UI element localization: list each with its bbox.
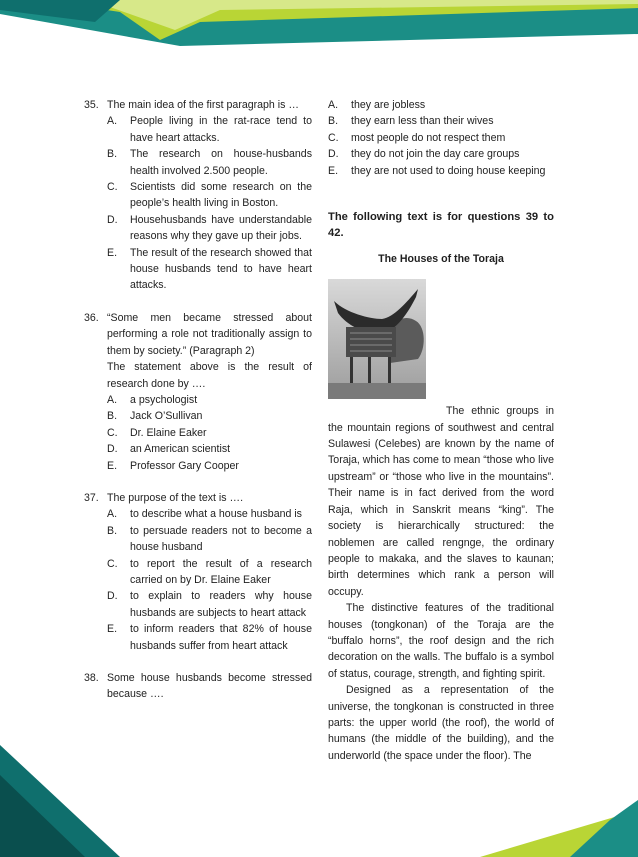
option-letter: A.	[107, 393, 118, 406]
option-b	[107, 146, 312, 179]
option-text: most people do not respect them	[351, 131, 506, 144]
option-letter: E.	[107, 623, 118, 636]
option-c	[328, 130, 554, 146]
passage-title: The Houses of the Toraja	[378, 252, 504, 265]
footer-right-decoration	[420, 800, 638, 857]
option-c	[107, 179, 312, 212]
passage-instruction: The following text is for questions 39 to 42.	[328, 211, 554, 240]
left-column	[84, 97, 312, 703]
option-text: to inform readers that 82% of house husbands suffer from heart attack	[130, 623, 312, 652]
option-text: Househusbands have understandable reasons why they gave up their jobs.	[130, 213, 312, 243]
passage-paragraph-2: The distinctive features of the traditional houses (tongkonan) of the Toraja are the “buffalo horns”, the roof design and the rich decoration on the walls. The buffalo is a symbol of status, courage, strength, and fighting spirit.	[328, 602, 554, 680]
option-letter: B.	[107, 148, 118, 161]
option-letter: A.	[107, 508, 118, 521]
option-text: Jack O’Sullivan	[130, 410, 203, 423]
option-letter: A.	[328, 99, 339, 111]
option-a	[328, 97, 554, 113]
option-b	[107, 408, 312, 424]
option-a	[107, 392, 312, 408]
question-38-options	[328, 97, 554, 179]
option-text: to describe what a house husband is	[130, 508, 302, 521]
option-text: The result of the research showed that house husbands tend to have heart attacks.	[130, 246, 312, 292]
option-letter: C.	[107, 181, 118, 194]
option-text: The research on house-husbands health involved 2.500 people.	[130, 148, 312, 177]
option-text: an American scientist	[130, 443, 231, 456]
option-letter: C.	[107, 557, 118, 570]
option-e	[107, 458, 312, 474]
option-text: to persuade readers not to become a house husband	[130, 524, 312, 554]
option-d	[107, 441, 312, 457]
passage-paragraph-1: The ethnic groups in the mountain regions of southwest and central Sulawesi (Celebes) are known by the name of Toraja, which has come to mean “those who live upstream” or “those who live in the mountains”. Their name is in fact derived from the word Raja, which in Sanskrit means “king”. The society is hierarchically structured: the noblemen are called rengnge, the ordinary people to makaka, and the slaves to kaunan; birth determines which rank a person will occupy.	[328, 405, 554, 598]
option-text: they earn less than their wives	[351, 115, 494, 128]
option-text: a psychologist	[130, 393, 198, 406]
option-text: to report the result of a research carried on by Dr. Elaine Eaker	[130, 557, 312, 586]
house-pillar	[368, 357, 371, 383]
option-letter: A.	[107, 115, 118, 128]
question-number: 37.	[84, 491, 99, 504]
question-stem: Some house husbands become stressed because ….	[107, 672, 312, 701]
option-b	[328, 113, 554, 129]
option-d	[328, 146, 554, 162]
option-d	[107, 588, 312, 621]
option-a	[107, 113, 312, 146]
option-c	[107, 556, 312, 589]
option-e	[107, 245, 312, 294]
option-d	[107, 212, 312, 245]
option-letter: E.	[107, 246, 118, 259]
option-text: to explain to readers why house husbands are subjects to heart attack	[130, 590, 312, 619]
option-a	[107, 506, 312, 522]
right-column	[328, 97, 554, 764]
option-text: People living in the rat-race tend to have heart attacks.	[130, 115, 312, 144]
option-text: they are jobless	[351, 99, 426, 111]
house-body	[346, 327, 396, 357]
header-banner	[0, 0, 638, 60]
question-number: 36.	[84, 311, 99, 324]
option-text: they do not join the day care groups	[351, 148, 520, 161]
option-letter: D.	[328, 148, 339, 161]
question-number: 35.	[84, 99, 99, 111]
question-36	[84, 310, 312, 474]
option-b	[107, 523, 312, 556]
option-letter: B.	[107, 410, 118, 423]
option-letter: E.	[107, 459, 118, 472]
option-letter: D.	[107, 443, 118, 456]
option-letter: D.	[107, 590, 118, 603]
option-text: they are not used to doing house keeping	[351, 164, 546, 177]
option-letter: D.	[107, 213, 118, 226]
question-stem: “Some men became stressed about performing a role not traditionally assign to them by society.” (Paragraph 2)	[107, 311, 312, 357]
option-text: Scientists did some research on the people’s health living in Boston.	[130, 181, 312, 210]
option-letter: E.	[328, 164, 339, 177]
option-text: Dr. Elaine Eaker	[130, 426, 207, 439]
option-c	[107, 425, 312, 441]
house-pillars	[350, 357, 353, 383]
question-38	[84, 670, 312, 703]
option-e	[107, 621, 312, 654]
passage-paragraph-3: Designed as a representation of the universe, the tongkonan is constructed in three parts: the upper world (the roof), the world of humans (the middle of the building), and the underworld (the space under the floor). The	[328, 684, 554, 762]
toraja-house-photo	[328, 279, 426, 399]
question-stem: The purpose of the text is ….	[107, 491, 244, 504]
option-e	[328, 163, 554, 179]
option-letter: C.	[328, 131, 339, 144]
question-statement: The statement above is the result of research done by ….	[107, 361, 312, 390]
question-stem: The main idea of the first paragraph is …	[107, 99, 299, 111]
ground	[328, 383, 426, 399]
option-letter: C.	[107, 426, 118, 439]
option-letter: B.	[328, 115, 339, 128]
option-text: Professor Gary Cooper	[130, 459, 239, 472]
option-letter: B.	[107, 524, 118, 537]
question-35	[84, 97, 312, 294]
footer-left-decoration	[0, 745, 200, 857]
house-pillar	[388, 357, 391, 383]
question-number: 38.	[84, 672, 99, 684]
question-37	[84, 490, 312, 654]
